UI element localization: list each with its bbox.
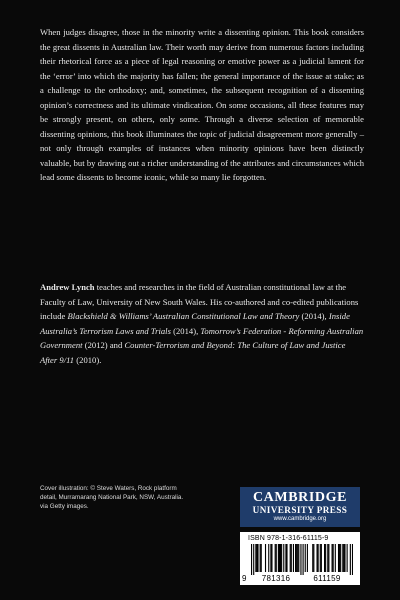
barcode-digit-lead: 9	[242, 574, 247, 583]
barcode-bar	[347, 544, 348, 572]
barcode-bar	[352, 544, 353, 575]
barcode-bar	[350, 544, 351, 575]
barcode-bars	[251, 544, 353, 575]
barcode-bar	[290, 544, 291, 572]
barcode-bar	[251, 544, 252, 575]
barcode-bar	[344, 544, 345, 572]
barcode-bar	[305, 544, 306, 572]
book-blurb: When judges disagree, those in the minority write a dissenting opinion. This book considers the great dissents in Australian law. Their worth may derive from numerous factors including their rhetorical force as a piece of legal reasoning or emotive power as a judicial lament for the ‘error’ into which the majority has fallen; the general importance of the issue at stake; as a challenge to the orthodoxy; and, sometimes, the subsequent recognition of a dissenting opinion’s correctness and its ultimate vindication. On some occasions, all these features may be strongly present, on others, only some. Through a diverse selection of memorable dissenting opinions, this book illuminates the topic of judicial disagreement more generally – not only through examples of instances when minority opinions have been distinctly valuable, but by drawing out a richer understanding of the attributes and circumstances which lead some dissents to become iconic, while so many lie forgotten.	[40, 27, 364, 183]
barcode-bar	[300, 544, 301, 575]
barcode-bar	[339, 544, 340, 572]
barcode-bar	[318, 544, 319, 572]
barcode-bar	[257, 544, 258, 572]
barcode-bar	[281, 544, 282, 572]
barcode-bar	[270, 544, 271, 572]
barcode-bar	[324, 544, 325, 572]
barcode-bar	[328, 544, 329, 572]
barcode-bar	[275, 544, 276, 572]
barcode-bar	[327, 544, 328, 572]
barcode-bar	[303, 544, 304, 575]
barcode-bar	[296, 544, 297, 572]
barcode-bar	[260, 544, 261, 572]
barcode-bar	[265, 544, 266, 572]
barcode-bar	[321, 544, 322, 572]
barcode-bar	[261, 544, 262, 572]
barcode-bar	[312, 544, 313, 572]
publisher-subtitle: UNIVERSITY PRESS	[252, 505, 348, 515]
barcode-bar	[298, 544, 299, 572]
author-bio-intro: teaches and researches in the field of Australian constitutional law at the Faculty of Law, University of New South Wales. His co-authored and co-edited publications include	[40, 282, 359, 322]
barcode-bar	[313, 544, 314, 572]
barcode-bar	[271, 544, 272, 572]
barcode-digits	[242, 574, 358, 583]
barcode-bar	[343, 544, 344, 572]
cover-illustration-credit: Cover illustration: © Steve Waters, Rock platform detail, Murramarang National Park, NSW, Australia. via Getty images.	[40, 485, 184, 510]
publisher-logo	[240, 487, 360, 527]
isbn-label: ISBN 978-1-316-61115-9	[248, 535, 329, 542]
publication-title: Inside Australia’s Terrorism Laws and Trials	[40, 311, 350, 336]
barcode-bar	[279, 544, 280, 572]
barcode-bar	[283, 544, 284, 572]
author-bio	[40, 280, 364, 367]
barcode-digits-right: 611159	[313, 574, 341, 583]
barcode-bar	[295, 544, 296, 572]
isbn-barcode	[240, 532, 360, 585]
barcode-bar	[297, 544, 298, 572]
barcode-digits-left: 781316	[261, 574, 291, 583]
barcode-bar	[316, 544, 317, 572]
barcode-bar	[291, 544, 292, 572]
barcode-bar	[332, 544, 333, 572]
barcode-bar	[256, 544, 257, 572]
barcode-bar	[276, 544, 277, 572]
barcode-bar	[338, 544, 339, 572]
barcode-bar	[333, 544, 334, 572]
publisher-url: www.cambridge.org	[273, 516, 327, 522]
barcode-bar	[293, 544, 294, 572]
barcode-bar	[340, 544, 341, 572]
barcode-bar	[268, 544, 269, 572]
barcode-bar	[285, 544, 286, 572]
author-name: Andrew Lynch	[40, 282, 95, 292]
barcode-bar	[320, 544, 321, 572]
publication-year: (2014),	[170, 325, 201, 336]
publication-year: (2012) and	[82, 340, 125, 351]
barcode-bar	[280, 544, 281, 572]
barcode-bar	[253, 544, 254, 575]
publication-title: Counter-Terrorism and Beyond: The Culture of Law and Justice After 9/11	[40, 340, 346, 365]
barcode-bar	[325, 544, 326, 572]
barcode-bar	[255, 544, 256, 572]
publication-title: Blackshield & Williams’ Australian Constitutional Law and Theory	[67, 311, 300, 322]
publisher-name: CAMBRIDGE	[252, 490, 348, 505]
publication-year: (2014),	[299, 311, 329, 322]
barcode-bar	[307, 544, 308, 572]
publication-title: Tomorrow’s Federation - Reforming Australian Government	[40, 325, 364, 351]
barcode-bar	[342, 544, 343, 572]
publication-year: (2010).	[74, 354, 102, 365]
barcode-bar	[286, 544, 287, 572]
barcode-bar	[278, 544, 279, 572]
barcode-bar	[335, 544, 336, 572]
